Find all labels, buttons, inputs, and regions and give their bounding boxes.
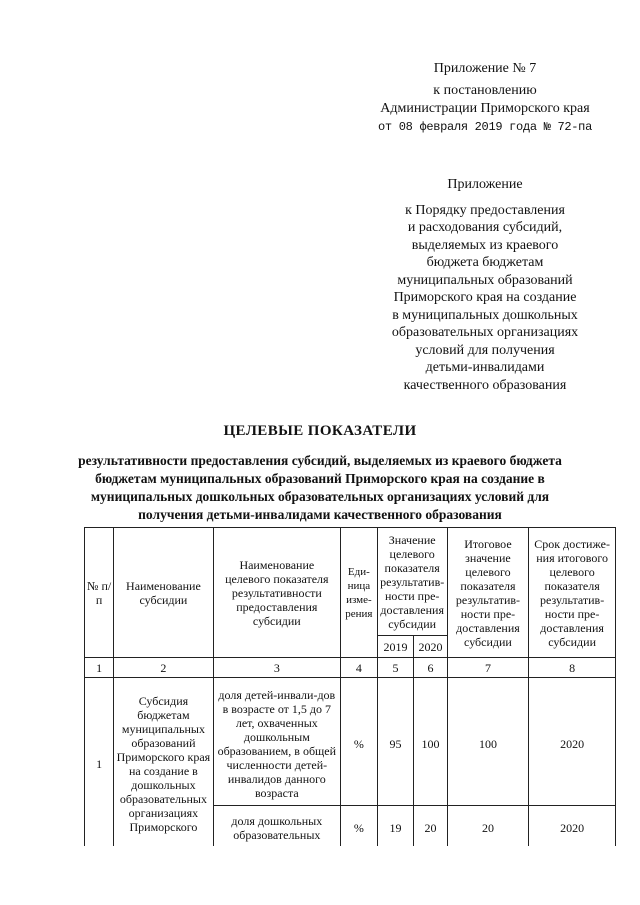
table-header-row xyxy=(85,528,616,636)
row-final: 100 xyxy=(447,678,529,806)
sub-appendix-line: муниципальных образований xyxy=(397,272,573,288)
row-unit: % xyxy=(341,678,378,806)
header-year-2019: 2019 xyxy=(377,636,414,658)
column-number: 8 xyxy=(529,658,616,678)
column-number: 3 xyxy=(213,658,341,678)
appendix-title: Приложение № 7 xyxy=(433,61,537,76)
sub-appendix-line: к Порядку предоставления xyxy=(405,202,565,218)
appendix-header xyxy=(360,60,610,136)
row-deadline: 2020 xyxy=(529,806,616,846)
row-subsidy: Субсидия бюджетам муниципальных образований Приморского края на создание в дошкольных образовательных организациях Приморского xyxy=(114,678,213,846)
row-value-2019: 95 xyxy=(377,678,414,806)
column-number: 4 xyxy=(341,658,378,678)
row-num: 1 xyxy=(85,678,114,846)
row-value-2019: 19 xyxy=(377,806,414,846)
appendix-to-decree: к постановлению xyxy=(433,83,537,98)
header-year-2020: 2020 xyxy=(414,636,447,658)
column-number: 5 xyxy=(377,658,414,678)
column-number-row xyxy=(85,658,616,678)
sub-appendix-line: выделяемых из краевого xyxy=(411,237,559,253)
row-value-2020: 100 xyxy=(414,678,447,806)
header-subsidy: Наименование субсидии xyxy=(114,528,213,658)
header-final: Итоговое значение целевого показателя результатив-ности пре-доставления субсидии xyxy=(447,528,529,658)
table-row xyxy=(85,678,616,806)
sub-appendix xyxy=(360,176,610,394)
row-value-2020: 20 xyxy=(414,806,447,846)
header-deadline: Срок достиже-ния итогового целевого показателя результатив-ности пре-доставления субсидии xyxy=(529,528,616,658)
sub-appendix-line: детьми-инвалидами xyxy=(425,360,545,375)
document-heading: ЦЕЛЕВЫЕ ПОКАЗАТЕЛИ xyxy=(223,423,417,439)
sub-appendix-line: качественного образования xyxy=(403,377,567,393)
appendix-issuer: Администрации Приморского края xyxy=(380,101,590,116)
sub-appendix-line: условий для получения xyxy=(415,342,555,358)
row-deadline: 2020 xyxy=(529,678,616,806)
indicators-table xyxy=(84,527,616,846)
sub-appendix-line: и расходования субсидий, xyxy=(407,220,563,235)
sub-appendix-line: в муниципальных дошкольных xyxy=(392,307,578,323)
row-indicator: доля дошкольных образовательных xyxy=(213,806,341,846)
sub-appendix-title: Приложение xyxy=(447,177,523,192)
header-indicator: Наименование целевого показателя результативности предоставления субсидии xyxy=(213,528,341,658)
row-unit: % xyxy=(341,806,378,846)
column-number: 6 xyxy=(414,658,447,678)
header-unit: Еди-ница изме-рения xyxy=(341,528,378,658)
sub-appendix-line: бюджета бюджетам xyxy=(426,255,544,270)
header-num: № п/п xyxy=(85,528,114,658)
document-subheading: результативности предоставления субсидий, выделяемых из краевого бюджета бюджетам муниципальных образований Приморского края на создание в муниципальных дошкольных образовательных организациях условий для получения детьми-инвалидами качественного образования xyxy=(78,453,562,522)
sub-appendix-line: Приморского края на создание xyxy=(393,290,577,305)
column-number: 1 xyxy=(85,658,114,678)
sub-appendix-line: образовательных организациях xyxy=(391,325,579,340)
column-number: 2 xyxy=(114,658,213,678)
column-number: 7 xyxy=(447,658,529,678)
decree-date-number: от 08 февраля 2019 года № 72-па xyxy=(378,120,592,134)
row-final: 20 xyxy=(447,806,529,846)
row-indicator: доля детей-инвали-дов в возрасте от 1,5 до 7 лет, охваченных дошкольным образованием, в общей численности детей-инвалидов данного возраста xyxy=(213,678,341,806)
header-value: Значение целевого показателя результатив-ности пре-доставления субсидии xyxy=(377,528,447,636)
